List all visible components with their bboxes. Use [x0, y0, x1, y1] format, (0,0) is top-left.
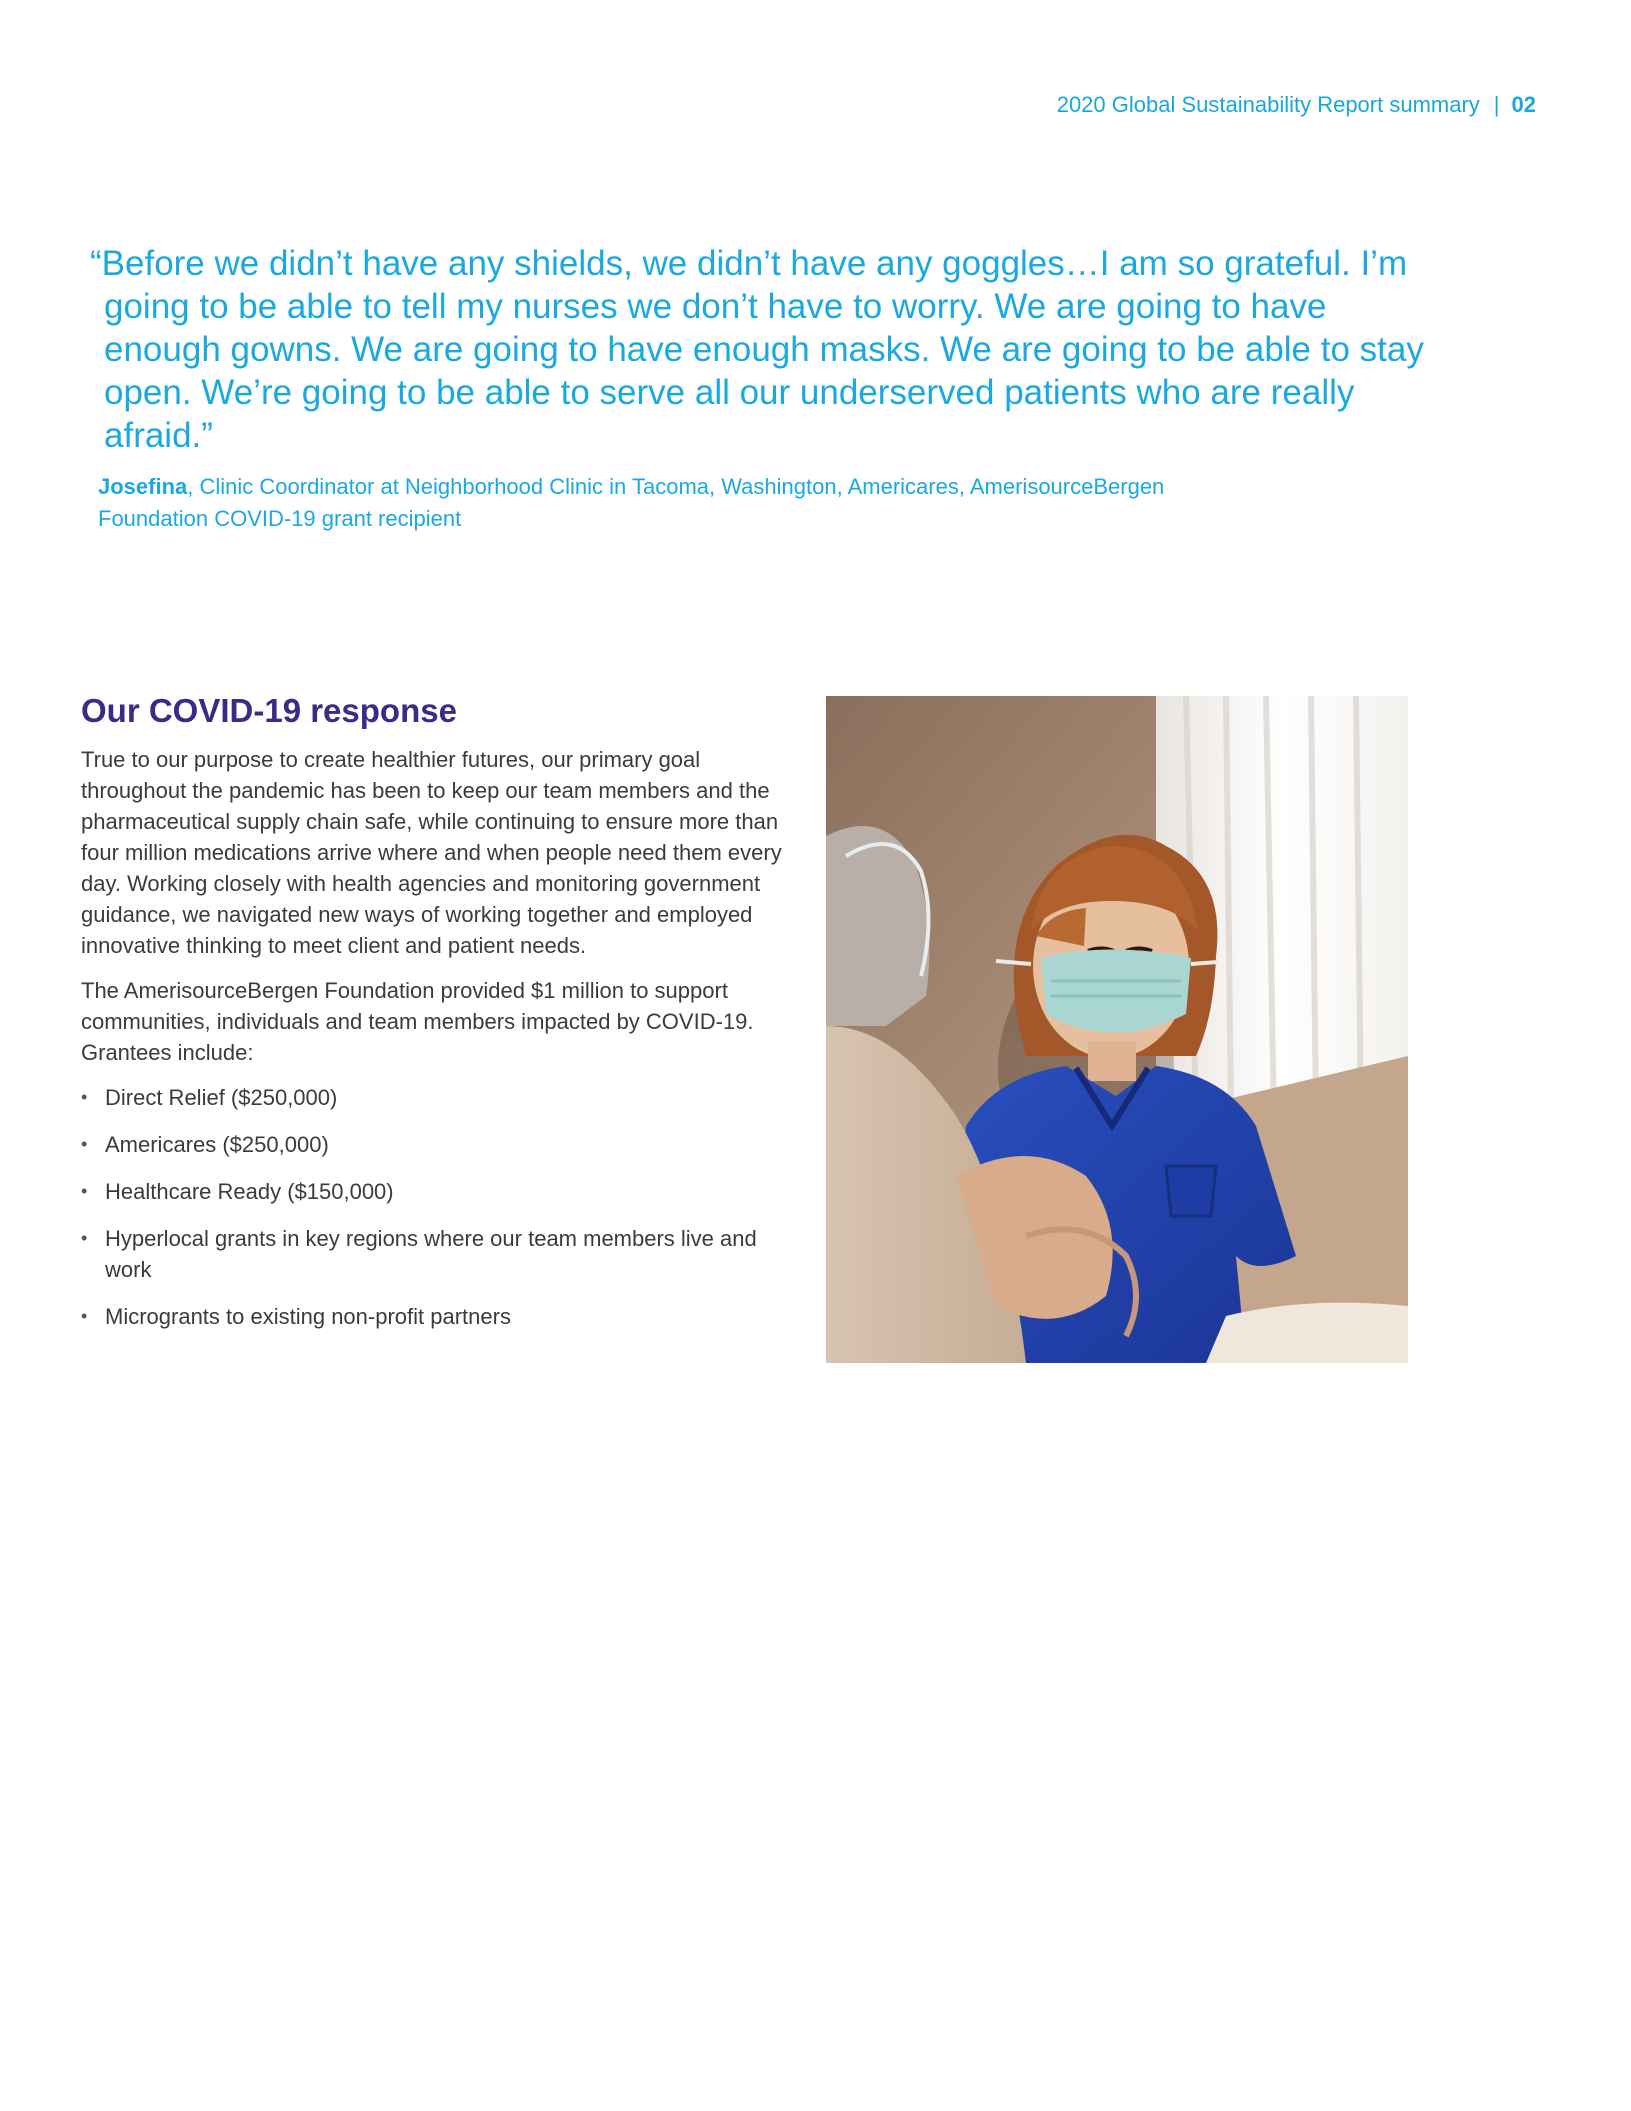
- bullet-icon: •: [81, 1087, 88, 1107]
- list-item: [81, 1223, 796, 1285]
- grantee-label: Microgrants to existing non-profit partners: [105, 1304, 511, 1329]
- page-number: 02: [1511, 92, 1536, 117]
- attribution-role: , Clinic Coordinator at Neighborhood Clinic in Tacoma, Washington, Americares, AmerisourceBergen Foundation COVID-19 grant recipient: [98, 474, 1165, 531]
- grantee-label: Hyperlocal grants in key regions where our team members live and work: [105, 1226, 757, 1282]
- list-item: [81, 1301, 796, 1332]
- header-separator: |: [1493, 92, 1500, 117]
- running-header: [1057, 92, 1536, 118]
- body-paragraph: The AmerisourceBergen Foundation provided $1 million to support communities, individuals and team members impacted by COVID-19. Grantees include:: [81, 978, 754, 1065]
- grantee-label: Americares ($250,000): [105, 1132, 329, 1157]
- bullet-icon: •: [81, 1228, 88, 1248]
- quote-attribution: [90, 471, 1198, 535]
- nurse-photo: [826, 696, 1408, 1363]
- grantee-label: Healthcare Ready ($150,000): [105, 1179, 394, 1204]
- attribution-name: Josefina: [98, 474, 188, 499]
- testimonial-quote: [90, 242, 1430, 535]
- grantee-label: Direct Relief ($250,000): [105, 1085, 338, 1110]
- grantee-list: [81, 1082, 796, 1332]
- covid-response-section: [81, 692, 796, 1348]
- section-title: Our COVID-19 response: [81, 692, 457, 729]
- report-title: 2020 Global Sustainability Report summary: [1056, 92, 1480, 117]
- list-item: [81, 1082, 796, 1113]
- bullet-icon: •: [81, 1134, 88, 1154]
- bullet-icon: •: [81, 1181, 88, 1201]
- list-item: [81, 1129, 796, 1160]
- list-item: [81, 1176, 796, 1207]
- body-paragraph: True to our purpose to create healthier futures, our primary goal throughout the pandemic has been to keep our team members and the pharmaceutical supply chain safe, while continuing to ensure more than four million medications arrive where and when people need them every day. Working closely with health agencies and monitoring government guidance, we navigated new ways of working together and employed innovative thinking to meet client and patient needs.: [81, 747, 782, 958]
- nurse-photo-illustration: [826, 696, 1408, 1363]
- quote-text: “Before we didn’t have any shields, we didn’t have any goggles…I am so grateful. I’m going to be able to tell my nurses we don’t have to worry. We are going to have enough gowns. We are going to have enough masks. We are going to be able to stay open. We’re going to be able to serve all our underserved patients who are really afraid.”: [90, 244, 1424, 455]
- bullet-icon: •: [81, 1306, 88, 1326]
